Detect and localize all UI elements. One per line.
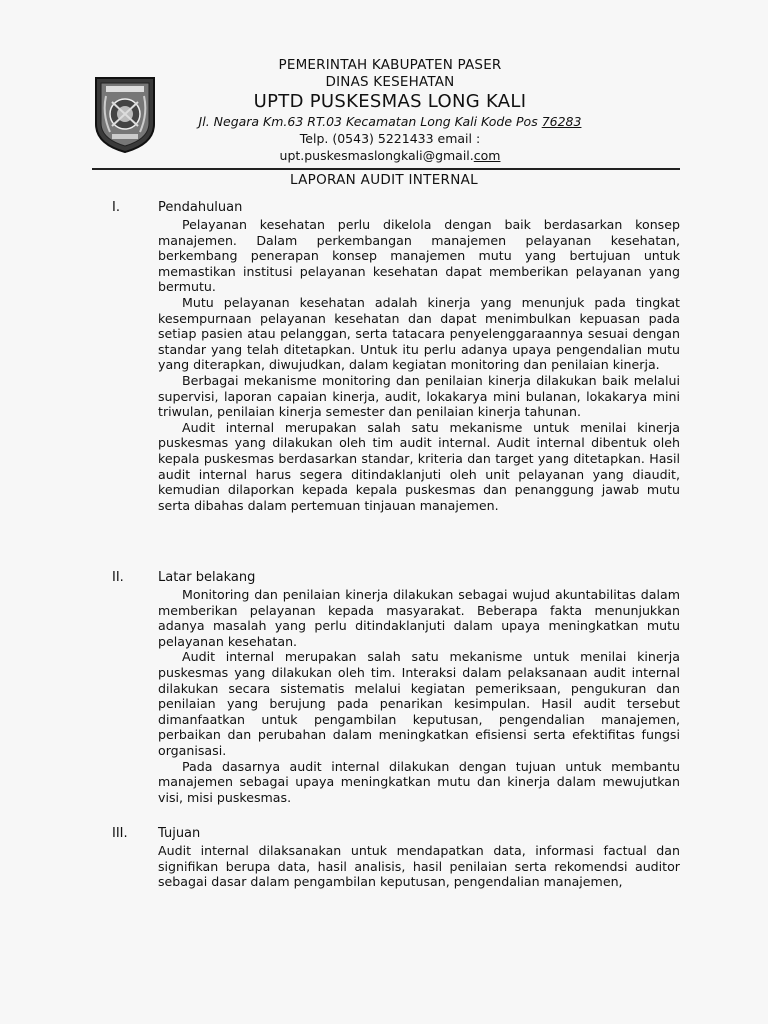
paragraph: Monitoring dan penilaian kinerja dilakukan sebagai wujud akuntabilitas dalam memberikan pelayanan kepada masyarakat. Beberapa fakta menunjukkan adanya masalah yang perlu ditindaklanjuti dalam upaya meningkatkan mutu pelayanan kesehatan. [158,587,680,649]
phone-line: Telp. (0543) 5221433 email : [299,131,481,146]
paragraph: Audit internal merupakan salah satu mekanisme untuk menilai kinerja puskesmas yang dilakukan oleh tim. Interaksi dalam pelaksanaan audit internal dilakukan secara sistematis melalui kegiatan pemeriksaan, pengukuran dan penilaian yang berujung pada penarikan kesimpulan. Hasil audit tersebut dimanfaatkan untuk pengambilan keputusan, pengendalian manajemen, perbaikan dan perubahan dalam meningkatkan efisiensi serta efektifitas fungsi organisasi. [158,649,680,758]
paragraph: Pada dasarnya audit internal dilakukan dengan tujuan untuk membantu manajemen sebagai upaya meningkatkan mutu dan kinerja dalam mewujutkan visi, misi puskesmas. [158,758,680,805]
address-line [180,113,600,130]
document-title: LAPORAN AUDIT INTERNAL [289,172,478,188]
paragraph: Berbagai mekanisme monitoring dan penilaian kinerja dilakukan baik melalui supervisi, laporan capaian kinerja, audit, lokakarya mini bulanan, lokakarya mini triwulan, penilaian kinerja semester dan penilaian kinerja tahunan. [158,372,680,420]
section-body [158,843,680,890]
postal-code: 76283 [541,114,582,129]
government-name: PEMERINTAH KABUPATEN PASER [278,57,502,73]
section-number: I. [112,200,120,215]
section-title: Tujuan [158,826,201,841]
paser-regency-emblem [92,74,158,154]
institution-name: UPTD PUSKESMAS LONG KALI [253,91,527,112]
email-domain-suffix: com [473,148,501,163]
paragraph: Pelayanan kesehatan perlu dikelola dengan baik berdasarkan konsep manajemen. Dalam perkembangan manajemen pelayanan kesehatan, berkembang penerapan konsep manajemen mutu yang bertujuan untuk memastikan institusi pelayanan kesehatan dapat memberikan pelayanan yang bermutu. [158,217,680,295]
paragraph: Audit internal merupakan salah satu mekanisme untuk menilai kinerja puskesmas yang dilakukan oleh tim audit internal. Audit internal dibentuk oleh kepala puskesmas berdasarkan standar, kriteria dan target yang ditetapkan. Hasil audit internal harus segera ditindaklanjuti oleh unit pelayanan yang diaudit, kemudian dilaporkan kepada kepala puskesmas dan penanggung jawab mutu serta dibahas dalam pertemuan tinjauan manajemen. [158,419,680,513]
section-title: Pendahuluan [158,200,243,215]
letterhead-divider [92,168,680,170]
section-number: III. [112,826,128,841]
email-text: upt.puskesmaslongkali@gmail. [279,148,474,163]
department-name: DINAS KESEHATAN [325,74,455,90]
letterhead [180,57,600,164]
paragraph: Audit internal dilaksanakan untuk mendapatkan data, informasi factual dan signifikan berupa data, hasil analisis, hasil penilaian serta rekomendsi auditor sebagai dasar dalam pengambilan keputusan, pengendalian manajemen, [158,843,680,890]
address-text: Jl. Negara Km.63 RT.03 Kecamatan Long Kali Kode Pos [198,114,542,129]
section-body [158,217,680,513]
paragraph: Mutu pelayanan kesehatan adalah kinerja yang menunjuk pada tingkat kesempurnaan pelayanan kesehatan dan dapat menimbulkan kepuasan pada setiap pasien atau pelanggan, serta tatacara penyelenggaraannya sesuai dengan standar yang telah ditetapkan. Untuk itu perlu adanya upaya pengendalian mutu yang diterapkan, diwujudkan, dalam kegiatan monitoring dan penilaian kinerja. [158,294,680,373]
section-title: Latar belakang [158,570,256,585]
email-line [180,147,600,164]
section-body [158,587,680,805]
section-number: II. [112,570,124,585]
